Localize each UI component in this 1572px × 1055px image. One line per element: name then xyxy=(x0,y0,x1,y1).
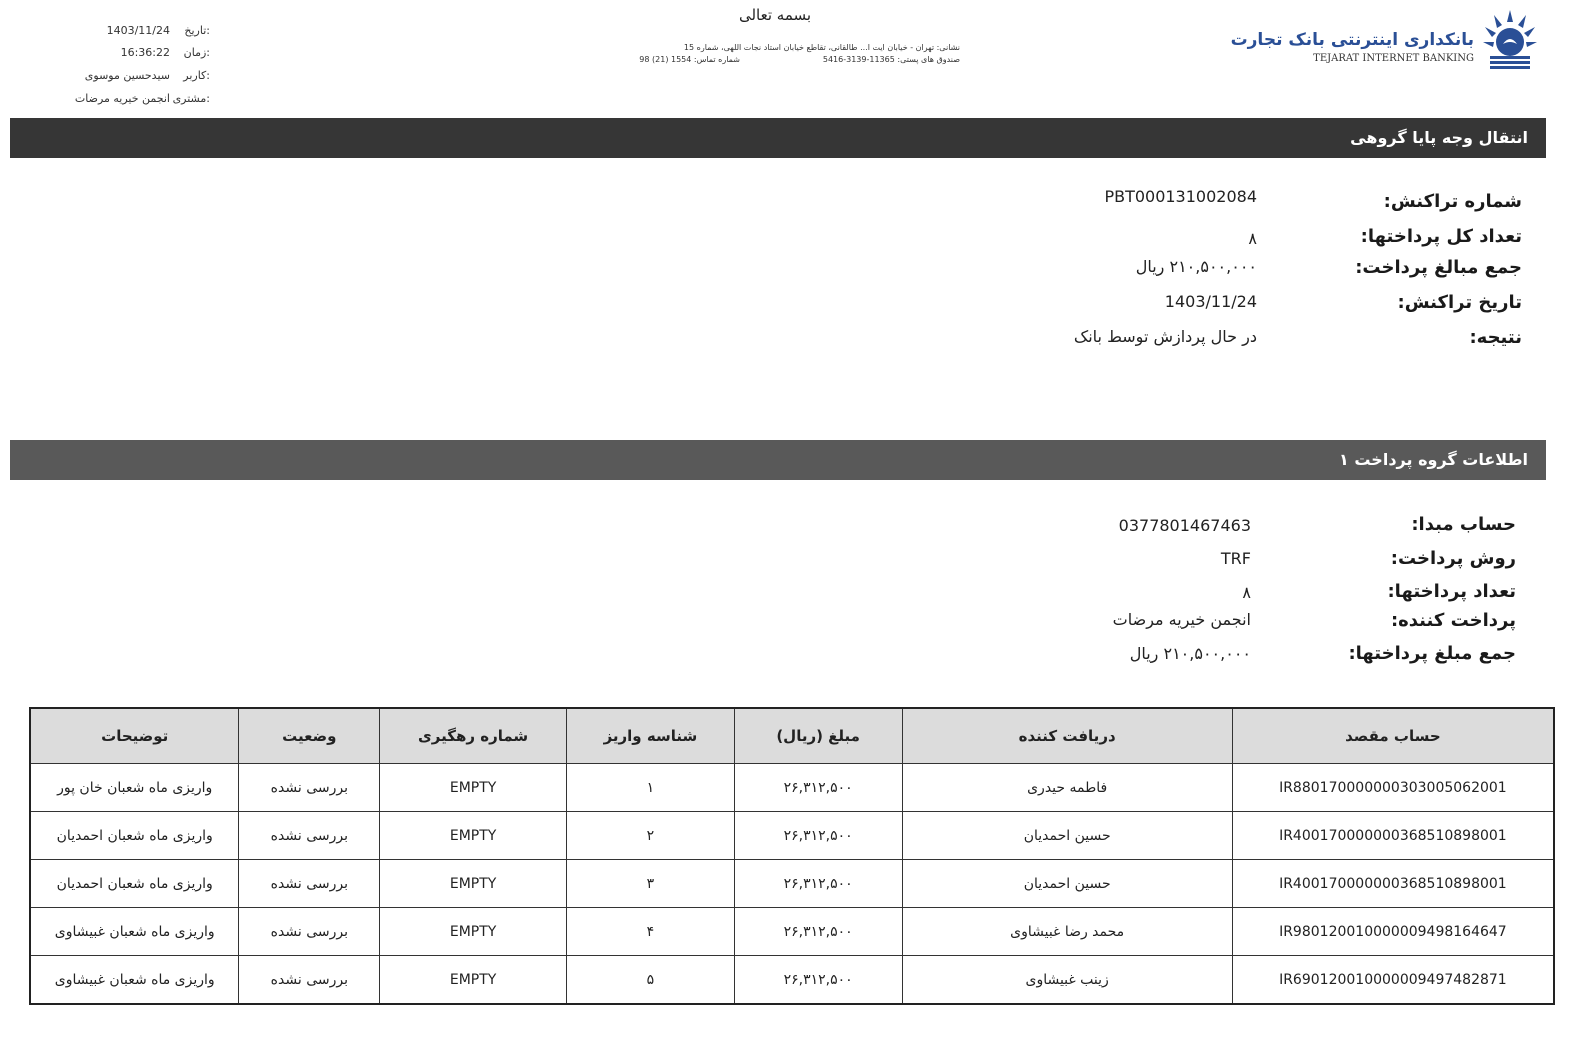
table-row xyxy=(30,860,1554,908)
cell-deposit-id: ۱ xyxy=(567,764,735,812)
info-label-payments-count: تعداد پرداختها: xyxy=(1387,581,1516,602)
cell-description: واریزی ماه شعبان غبیشاوی xyxy=(30,956,239,1005)
cell-status: بررسی نشده xyxy=(239,812,380,860)
col-header-destination-account: حساب مقصد xyxy=(1232,708,1554,764)
payments-table xyxy=(29,707,1555,1005)
info-label-source-account: حساب مبدا: xyxy=(1411,514,1516,535)
bank-logo-name-en: TEJARAT INTERNET BANKING xyxy=(1313,53,1474,64)
table-row xyxy=(30,812,1554,860)
info-label-transaction-number: شماره تراکنش: xyxy=(1383,191,1522,212)
cell-tracking-number: EMPTY xyxy=(380,908,567,956)
cell-deposit-id: ۵ xyxy=(567,956,735,1005)
cell-amount: ۲۶,۳۱۲,۵۰۰ xyxy=(734,908,902,956)
info-label-payment-method: روش پرداخت: xyxy=(1390,548,1516,569)
col-header-deposit-id: شناسه واریز xyxy=(567,708,735,764)
cell-description: واریزی ماه شعبان غبیشاوی xyxy=(30,908,239,956)
date-value: 1403/11/24 xyxy=(106,24,170,37)
meta-customer xyxy=(70,92,220,112)
info-label-total-amount: جمع مبالغ پرداخت: xyxy=(1355,257,1522,278)
cell-destination-account: IR880170000000303005062001 xyxy=(1232,764,1554,812)
cell-description: واریزی ماه شعبان خان پور xyxy=(30,764,239,812)
info-value-total-amount: ۲۱۰,۵۰۰,۰۰۰ ریال xyxy=(1135,257,1257,276)
tejarat-emblem-icon xyxy=(1480,6,1540,70)
col-header-description: توضیحات xyxy=(30,708,239,764)
cell-amount: ۲۶,۳۱۲,۵۰۰ xyxy=(734,812,902,860)
cell-description: واریزی ماه شعبان احمدیان xyxy=(30,812,239,860)
info-label-transaction-date: تاریخ تراکنش: xyxy=(1397,292,1522,313)
cell-receiver: حسین احمدیان xyxy=(902,812,1232,860)
info-value-total-payments: ۸ xyxy=(1248,229,1257,248)
cell-description: واریزی ماه شعبان احمدیان xyxy=(30,860,239,908)
meta-date xyxy=(70,24,220,44)
table-row xyxy=(30,908,1554,956)
postbox-line: صندوق های پستی: 11365-3139-5416 xyxy=(822,55,960,64)
col-header-tracking-number: شماره رهگیری xyxy=(380,708,567,764)
time-label: زمان: xyxy=(183,46,210,59)
time-value: 16:36:22 xyxy=(120,46,170,59)
bank-logo-name-fa: بانکداری اینترنتی بانک تجارت xyxy=(1230,30,1474,50)
bismillah-heading: بسمه تعالی xyxy=(738,6,812,24)
info-value-source-account: 0377801467463 xyxy=(1118,516,1251,535)
info-value-payments-sum: ۲۱۰,۵۰۰,۰۰۰ ریال xyxy=(1129,644,1251,663)
cell-receiver: محمد رضا غبیشاوی xyxy=(902,908,1232,956)
cell-status: بررسی نشده xyxy=(239,956,380,1005)
cell-tracking-number: EMPTY xyxy=(380,860,567,908)
meta-user xyxy=(70,69,220,89)
section-title: انتقال وجه پایا گروهی xyxy=(1350,128,1528,147)
cell-destination-account: IR690120010000009497482871 xyxy=(1232,956,1554,1005)
address-line: نشانی: تهران - خیابان ایت ا... طالقانی، تقاطع خیابان استاد نجات اللهی، شماره 15 xyxy=(683,43,960,52)
col-header-amount: مبلغ (ریال) xyxy=(734,708,902,764)
info-value-transaction-number: PBT000131002084 xyxy=(1104,187,1257,206)
customer-value: انجمن خیریه مرضات xyxy=(74,92,170,105)
cell-tracking-number: EMPTY xyxy=(380,812,567,860)
table-row xyxy=(30,764,1554,812)
info-value-result: در حال پردازش توسط بانک xyxy=(1073,327,1257,346)
cell-destination-account: IR400170000000368510898001 xyxy=(1232,812,1554,860)
section-title: اطلاعات گروه پرداخت ۱ xyxy=(1339,450,1528,469)
meta-time xyxy=(70,46,220,66)
cell-receiver: فاطمه حیدری xyxy=(902,764,1232,812)
table-row xyxy=(30,956,1554,1005)
customer-label: مشتری: xyxy=(172,92,210,105)
section-header-group-transfer xyxy=(10,118,1546,158)
cell-tracking-number: EMPTY xyxy=(380,956,567,1005)
info-label-payer: پرداخت کننده: xyxy=(1390,610,1516,631)
cell-status: بررسی نشده xyxy=(239,764,380,812)
cell-destination-account: IR400170000000368510898001 xyxy=(1232,860,1554,908)
cell-deposit-id: ۴ xyxy=(567,908,735,956)
info-value-payer: انجمن خیریه مرضات xyxy=(1112,610,1251,629)
cell-amount: ۲۶,۳۱۲,۵۰۰ xyxy=(734,956,902,1005)
phone-line: شماره تماس: 1554 (21) 98 xyxy=(639,55,740,64)
info-label-total-payments: تعداد کل پرداختها: xyxy=(1360,226,1522,247)
cell-status: بررسی نشده xyxy=(239,908,380,956)
col-header-receiver: دریافت کننده xyxy=(902,708,1232,764)
cell-amount: ۲۶,۳۱۲,۵۰۰ xyxy=(734,764,902,812)
cell-receiver: زینب غبیشاوی xyxy=(902,956,1232,1005)
info-value-transaction-date: 1403/11/24 xyxy=(1164,292,1257,311)
cell-tracking-number: EMPTY xyxy=(380,764,567,812)
user-label: کاربر: xyxy=(183,69,210,82)
cell-receiver: حسین احمدیان xyxy=(902,860,1232,908)
user-value: سیدحسین موسوی xyxy=(84,69,170,82)
cell-amount: ۲۶,۳۱۲,۵۰۰ xyxy=(734,860,902,908)
cell-destination-account: IR980120010000009498164647 xyxy=(1232,908,1554,956)
date-label: تاریخ: xyxy=(184,24,210,37)
info-label-result: نتیجه: xyxy=(1469,327,1522,348)
info-label-payments-sum: جمع مبلغ پرداختها: xyxy=(1348,643,1516,664)
table-header-row xyxy=(30,708,1554,764)
col-header-status: وضعیت xyxy=(239,708,380,764)
cell-deposit-id: ۳ xyxy=(567,860,735,908)
section-header-payment-group xyxy=(10,440,1546,480)
cell-deposit-id: ۲ xyxy=(567,812,735,860)
info-value-payment-method: TRF xyxy=(1220,549,1251,568)
info-value-payments-count: ۸ xyxy=(1242,583,1251,602)
cell-status: بررسی نشده xyxy=(239,860,380,908)
